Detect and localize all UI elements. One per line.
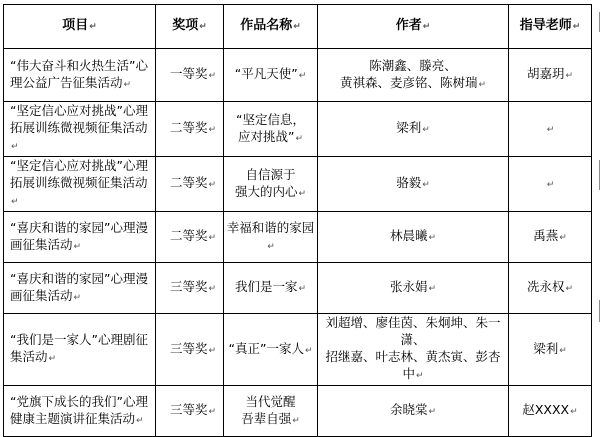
cell-text: 吾辈自强 xyxy=(241,410,292,426)
cell-text: 一等奖 xyxy=(170,66,208,81)
table-row xyxy=(4,102,592,157)
cell-project xyxy=(4,49,156,102)
cell-text: 招继嘉、叶志林、黄杰寅、彭杏中 xyxy=(325,349,501,381)
cell-text: 赵XXXX xyxy=(522,402,570,417)
cell-text: 三等奖 xyxy=(170,340,208,356)
cell-text: 当代觉醒 xyxy=(245,393,296,409)
paragraph-mark-icon: ↵ xyxy=(572,22,581,32)
paragraph-mark-icon: ↵ xyxy=(478,79,487,90)
cell-text: 二等奖 xyxy=(170,228,208,243)
cell-text: 自信源于 xyxy=(245,166,296,182)
table-row xyxy=(4,386,592,437)
cell-text: “伟大奋斗和火热生活”心 xyxy=(10,57,148,73)
paragraph-mark-icon: ↵ xyxy=(546,125,555,135)
cell-text: 冼永权 xyxy=(526,279,565,294)
cell-text: 拓展训练微视频征集活动 xyxy=(10,175,148,190)
paragraph-mark-icon: ↵ xyxy=(48,354,57,364)
paragraph-mark-icon: ↵ xyxy=(208,125,217,135)
cell-text: “真正”一家人 xyxy=(228,340,304,356)
cell-work xyxy=(224,102,318,157)
cell-text: 禹燕 xyxy=(533,228,559,243)
cell-award xyxy=(156,386,224,437)
paragraph-mark-icon: ↵ xyxy=(422,22,431,32)
paragraph-mark-icon: ↵ xyxy=(292,415,300,426)
cell-text: “喜庆和谐的家园”心理漫 xyxy=(10,219,148,235)
cell-text: 强大的内心 xyxy=(234,183,298,199)
cell-text: 幸福和谐的家园 xyxy=(226,219,315,235)
cell-teacher xyxy=(509,102,592,157)
paragraph-mark-icon: ↵ xyxy=(89,22,97,32)
paragraph-mark-icon: ↵ xyxy=(559,345,567,356)
cell-author xyxy=(318,49,509,102)
paragraph-mark-icon: ↵ xyxy=(73,241,82,252)
paragraph-mark-icon: ↵ xyxy=(208,180,217,190)
cell-text: 集活动 xyxy=(10,349,48,364)
cell-teacher xyxy=(509,386,592,437)
cell-project xyxy=(4,102,156,157)
paragraph-mark-icon: ↵ xyxy=(208,284,217,294)
cell-text: 拓展训练微视频征集活动 xyxy=(10,120,148,135)
paragraph-mark-icon: ↵ xyxy=(428,284,437,294)
cell-text: “党旗下成长的我们”心理 xyxy=(10,393,148,409)
paragraph-mark-icon: ↵ xyxy=(304,345,313,356)
cell-work xyxy=(224,212,318,263)
cell-text: 画征集活动 xyxy=(10,287,73,303)
paragraph-mark-icon: ↵ xyxy=(208,407,217,417)
cell-author xyxy=(318,386,509,437)
paragraph-mark-icon: ↵ xyxy=(546,180,555,190)
paragraph-mark-icon: ↵ xyxy=(208,71,217,81)
cell-text: 应对挑战” xyxy=(237,128,295,144)
cell-award xyxy=(156,212,224,263)
paragraph-mark-icon: ↵ xyxy=(295,133,304,144)
cell-text: 陈潮鑫、滕亮、 xyxy=(369,57,457,73)
cell-project xyxy=(4,157,156,212)
paragraph-mark-icon: ↵ xyxy=(73,292,82,303)
paragraph-mark-icon: ↵ xyxy=(11,142,19,152)
paragraph-mark-icon: ↵ xyxy=(298,188,307,199)
header-author: 作者↵ xyxy=(318,5,509,49)
paragraph-mark-icon: ↵ xyxy=(298,284,307,294)
paragraph-mark-icon: ↵ xyxy=(199,22,207,32)
cell-text: 梁利 xyxy=(396,120,422,135)
paragraph-mark-icon: ↵ xyxy=(267,241,275,252)
paragraph-mark-icon: ↵ xyxy=(428,407,437,417)
paragraph-mark-icon: ↵ xyxy=(570,407,578,417)
paragraph-mark-icon: ↵ xyxy=(123,79,132,90)
cell-project xyxy=(4,314,156,386)
cell-teacher xyxy=(509,157,592,212)
paragraph-mark-icon: ↵ xyxy=(422,180,430,190)
cell-award xyxy=(156,157,224,212)
cell-text: 画征集活动 xyxy=(10,236,73,252)
cell-project xyxy=(4,386,156,437)
cell-text: 余晓棠 xyxy=(389,402,428,417)
table-row xyxy=(4,49,592,102)
cell-text: 三等奖 xyxy=(170,402,208,417)
cell-text: “坚定信心应对挑战”心理 xyxy=(10,158,148,173)
cell-author xyxy=(318,157,509,212)
cell-text: “喜庆和谐的家园”心理漫 xyxy=(10,270,148,286)
paragraph-mark-icon: ↵ xyxy=(565,284,574,294)
cell-text: 黄祺森、麦彦铭、陈树瑞 xyxy=(339,74,478,90)
cell-text: “坚定信息， xyxy=(236,111,305,127)
cell-award xyxy=(156,49,224,102)
paragraph-mark-icon: ↵ xyxy=(428,233,437,243)
cell-text: 张永娟 xyxy=(389,279,428,294)
cell-author xyxy=(318,263,509,314)
awards-table xyxy=(3,4,592,437)
cell-text: “我们是一家人”心理剧征 xyxy=(10,332,148,347)
paragraph-mark-icon: ↵ xyxy=(415,371,424,381)
cell-award xyxy=(156,263,224,314)
cell-teacher xyxy=(509,263,592,314)
cell-text: “坚定信心应对挑战”心理 xyxy=(10,103,148,118)
paragraph-mark-icon: ↵ xyxy=(565,71,574,81)
cell-text: 骆毅 xyxy=(396,175,422,190)
cell-text: 二等奖 xyxy=(170,175,208,190)
table-row xyxy=(4,314,592,386)
cell-work xyxy=(224,314,318,386)
table-row xyxy=(4,263,592,314)
cell-project xyxy=(4,212,156,263)
table-row xyxy=(4,212,592,263)
paragraph-mark-icon: ↵ xyxy=(422,125,430,135)
cell-work xyxy=(224,49,318,102)
cell-text: 胡嘉玥 xyxy=(526,66,565,81)
paragraph-mark-icon: ↵ xyxy=(298,71,307,81)
cell-text: 林晨曦 xyxy=(389,228,428,243)
paragraph-mark-icon: ↵ xyxy=(293,22,301,32)
header-row xyxy=(4,5,592,49)
cell-text: 二等奖 xyxy=(170,120,208,135)
cell-text: 健康主题演讲征集活动 xyxy=(10,410,136,426)
cell-text: 我们是一家 xyxy=(234,279,298,294)
paragraph-mark-icon: ↵ xyxy=(136,415,144,426)
header-project: 项目↵ xyxy=(4,5,156,49)
cell-work xyxy=(224,386,318,437)
cell-author xyxy=(318,212,509,263)
paragraph-mark-icon: ↵ xyxy=(208,233,217,243)
header-teacher: 指导老师↵ xyxy=(509,5,592,49)
header-work: 作品名称↵ xyxy=(224,5,318,49)
cell-award xyxy=(156,102,224,157)
cell-text: 梁利 xyxy=(533,340,559,356)
cell-author xyxy=(318,314,509,386)
cell-text: 三等奖 xyxy=(170,279,208,294)
table-row xyxy=(4,157,592,212)
cell-teacher xyxy=(509,314,592,386)
cell-award xyxy=(156,314,224,386)
paragraph-mark-icon: ↵ xyxy=(208,345,217,356)
paragraph-mark-icon: ↵ xyxy=(559,233,567,243)
cell-author xyxy=(318,102,509,157)
cell-work xyxy=(224,157,318,212)
cell-text: “平凡天使” xyxy=(234,66,298,81)
cell-text: 理公益广告征集活动 xyxy=(10,74,123,90)
cell-text: 刘超增、廖佳茵、朱炯坤、朱一潇、 xyxy=(325,315,501,347)
header-award: 奖项↵ xyxy=(156,5,224,49)
cell-work xyxy=(224,263,318,314)
cell-teacher xyxy=(509,49,592,102)
cell-project xyxy=(4,263,156,314)
cell-teacher xyxy=(509,212,592,263)
paragraph-mark-icon: ↵ xyxy=(11,197,19,207)
